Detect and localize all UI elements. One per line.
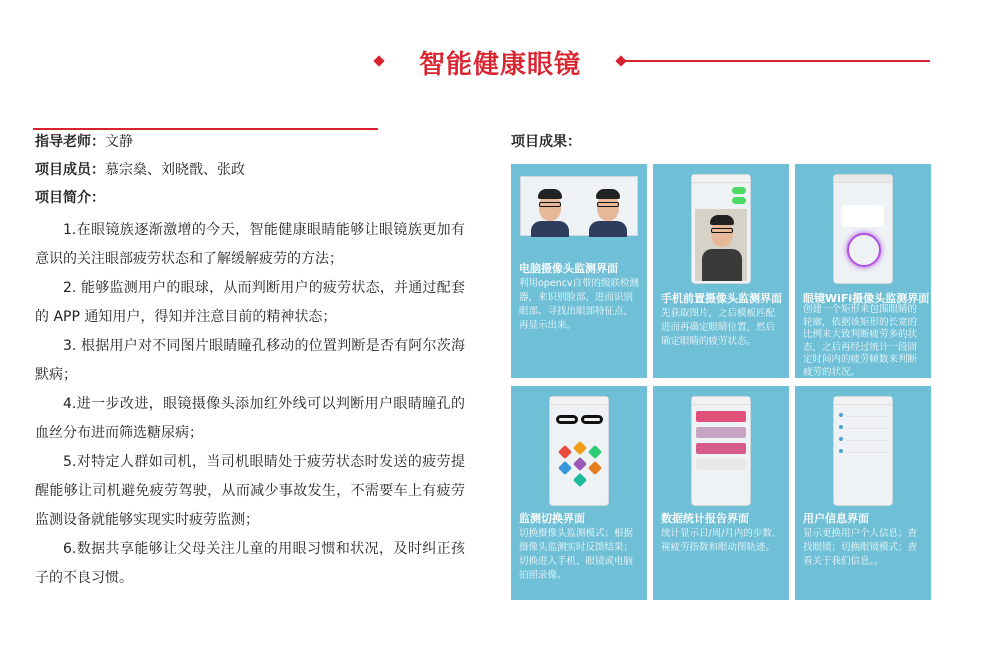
results-grid xyxy=(511,164,931,600)
user-info-screenshot xyxy=(833,396,893,506)
intro-paragraph-1: 1.在眼镜族逐渐激增的今天，智能健康眼睛能够让眼镜族更加有意识的关注眼部疲劳状态和了解缓解疲劳的方法； xyxy=(35,222,465,267)
card-description: 统计显示日/周/月内的步数、视疲劳指数和眼动图轨迹。 xyxy=(661,528,782,553)
intro-paragraph-6: 6.数据共享能够让父母关注儿童的用眼习惯和状况，及时纠正孩子的不良习惯。 xyxy=(35,541,465,586)
members-label: 项目成员： xyxy=(35,162,105,178)
result-card-wifi-camera xyxy=(795,164,931,378)
intro-label: 项目简介： xyxy=(35,190,105,206)
intro-paragraph-5: 5.对特定人群如司机，当司机眼睛处于疲劳状态时发送的疲劳提醒能够让司机避免疲劳驾驶，从而减少事故发生，不需要车上有疲劳监测设备就能够实现实时疲劳监测； xyxy=(35,454,465,528)
wifi-camera-screenshot xyxy=(833,174,893,284)
advisor-label: 指导老师： xyxy=(35,134,105,150)
monitor-switch-screenshot xyxy=(549,396,609,506)
advisor-line xyxy=(35,128,465,156)
results-label: 项目成果： xyxy=(511,134,581,150)
card-title: 数据统计报告界面 xyxy=(661,512,749,525)
result-card-statistics xyxy=(653,386,789,600)
card-description: 创建一个矩形来包围眼睛的轮廓，依据该矩形的长宽的比例来大致判断疲劳多的状态，之后再经过统计一段固定时间内的疲劳帧数来判断疲劳的状况。 xyxy=(803,304,918,378)
intro-paragraph-3: 3. 根据用户对不同图片眼睛瞳孔移动的位置判断是否有阿尔茨海默病； xyxy=(35,338,465,383)
pc-camera-screenshot xyxy=(520,176,638,236)
card-title: 用户信息界面 xyxy=(803,512,869,525)
result-card-pc-camera xyxy=(511,164,647,378)
card-description: 显示更换用户个人信息；查找眼镜；切换眼镜模式；查看关于我们信息。。 xyxy=(803,528,918,567)
card-title: 手机前置摄像头监测界面 xyxy=(661,292,782,305)
intro-paragraph-2: 2. 能够监测用户的眼球，从而判断用户的疲劳状态，并通过配套的 APP 通知用户，得知并注意目前的精神状态； xyxy=(35,280,465,325)
page-title: 智能健康眼镜 xyxy=(418,50,581,80)
intro-paragraph-4: 4.进一步改进，眼镜摄像头添加红外线可以判断用户眼睛瞳孔的血丝分布进而筛选糖尿病； xyxy=(35,396,465,441)
members-line xyxy=(35,156,465,184)
card-description: 先获取图片，之后模板匹配进而再确定眼睛位置，然后确定眼睛的疲劳状态。 xyxy=(661,308,776,347)
card-title: 监测切换界面 xyxy=(519,512,585,525)
statistics-screenshot xyxy=(691,396,751,506)
card-description: 利用opencv自带的级联检测器，来识别脸部，进而识别眼部。寻找出眼部特征点，再显示出来。 xyxy=(519,278,640,331)
advisor-name: 文静 xyxy=(105,134,133,150)
card-title: 眼镜WiFi摄像头监测界面 xyxy=(803,292,930,305)
members-names: 慕宗燊、刘晓戬、张政 xyxy=(105,162,245,178)
header-rule-right xyxy=(620,60,930,62)
project-info xyxy=(35,128,465,593)
result-card-monitor-switch xyxy=(511,386,647,600)
phone-camera-screenshot xyxy=(691,174,751,284)
card-description: 切换摄像头监测模式；根据摄像头监测实时反馈结果；切换进入手机、眼镜或电脑拍照录像。 xyxy=(519,528,634,581)
result-card-user-info xyxy=(795,386,931,600)
result-card-phone-camera xyxy=(653,164,789,378)
card-title: 电脑摄像头监测界面 xyxy=(519,262,618,275)
